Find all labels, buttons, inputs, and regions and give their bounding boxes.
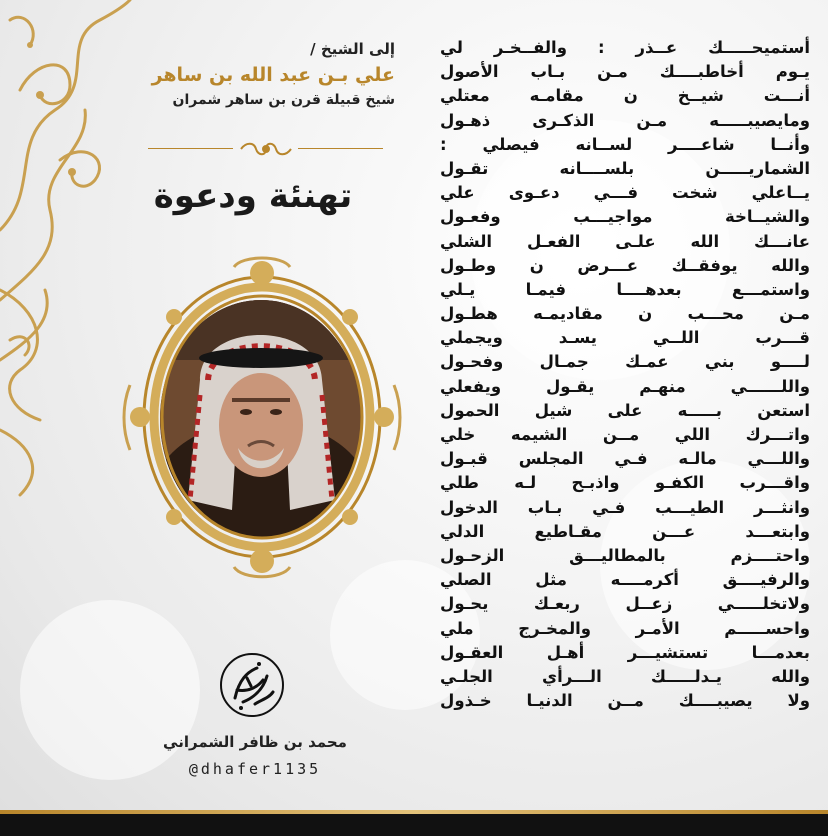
side-ornament-left [0, 280, 60, 500]
recipient-name: علي بـن عبد الله بن ساهر [151, 64, 395, 86]
poem-line: الشماريـــــن بلســــانه تقـول [440, 158, 810, 178]
poem-line: يــاعلي شخت فـــي دعـوى علي [440, 183, 810, 203]
poem-line: واحتــــزم بالمطاليـــق الزحـول [440, 545, 810, 565]
poem-line: مـن محـــب ن مقاديمـه هطـول [440, 304, 810, 324]
poem-line: وانثـــر الطيـــب فـي بـاب الدخول [440, 497, 810, 517]
poem-line: واستمـــع بعدهــــا فيمـا يـلي [440, 279, 810, 299]
poem-line: واللـــي مالـه فـي المجلس قبـول [440, 449, 810, 469]
calligraphy-logo [217, 650, 287, 720]
poem-line: والله يـدلـــــك الـــرأي الجلـي [440, 666, 810, 686]
author-name: محمد بن ظافر الشمراني [163, 733, 347, 751]
poem-line: والله يوفقــك عـــرض ن وطـول [440, 255, 810, 275]
page-title: تهنئة ودعوة [153, 176, 353, 216]
poem-line: أستميحـــــك عــذر : والفــخـر لي [440, 38, 810, 57]
poem-line: لــــو بني عمـك جمـال وفحـول [440, 352, 810, 372]
author-handle: @dhafer1135 [188, 760, 322, 778]
ornamental-divider [148, 140, 383, 158]
poem-line: واحســـــم الأمـر والمخـرج ملي [440, 618, 810, 638]
poem-line: عانـــك الله علـى الفعـل الشلي [440, 231, 810, 251]
poem-line: والشيــاخة مواجيـــب وفعـول [440, 207, 810, 227]
poem-line: وأنــا شاعــــر لســانه فيصلي : [440, 134, 810, 154]
poem-line: يـوم أخاطبــــك مـن بـاب الأصول [440, 62, 810, 82]
poem-line: والرفيــــق أكرمــــه مثل الصلي [440, 570, 810, 590]
bottom-black-bar [0, 814, 828, 836]
ornate-portrait-frame [122, 255, 402, 580]
recipient-header [125, 34, 395, 108]
poem-text [440, 36, 810, 713]
poem-line: استعن بـــــه على شيل الحمول [440, 400, 810, 420]
poem-line: واقـــرب الكفـو واذبـح لـه طلي [440, 473, 810, 493]
recipient-salutation: إلى الشيخ / [310, 40, 395, 58]
flourish-icon [236, 140, 296, 158]
poem-line: بعدمـــا تستشيـــر أهـل العقـول [440, 642, 810, 662]
recipient-tribe: شيخ قبيلة قرن بن ساهر شمران [172, 92, 395, 108]
poem-line: قـــرب اللــي يسـد ويجملي [440, 328, 810, 348]
poem-line: أنـــت شيــخ ن مقامـه معتلي [440, 86, 810, 106]
poem-line: واتـــرك اللي مــن الشيمه خلي [440, 425, 810, 444]
poem-line: ومايصيبـــــه مـن الذكـرى ذهـول [440, 110, 810, 130]
poem-line: ولا يصيبــــك مــن الدنيـا خـذول [440, 691, 810, 711]
poem-line: وابتعـــد عـــن مقـاطيع الدلي [440, 521, 810, 541]
poem-line: واللــــــي منهـم يقـول ويفعلي [440, 376, 810, 396]
bokeh-circle [20, 600, 200, 780]
poem-line: ولاتخلـــــي زعــل ربعـك يحـول [440, 594, 810, 614]
calligraphy-logo-icon [217, 650, 287, 720]
